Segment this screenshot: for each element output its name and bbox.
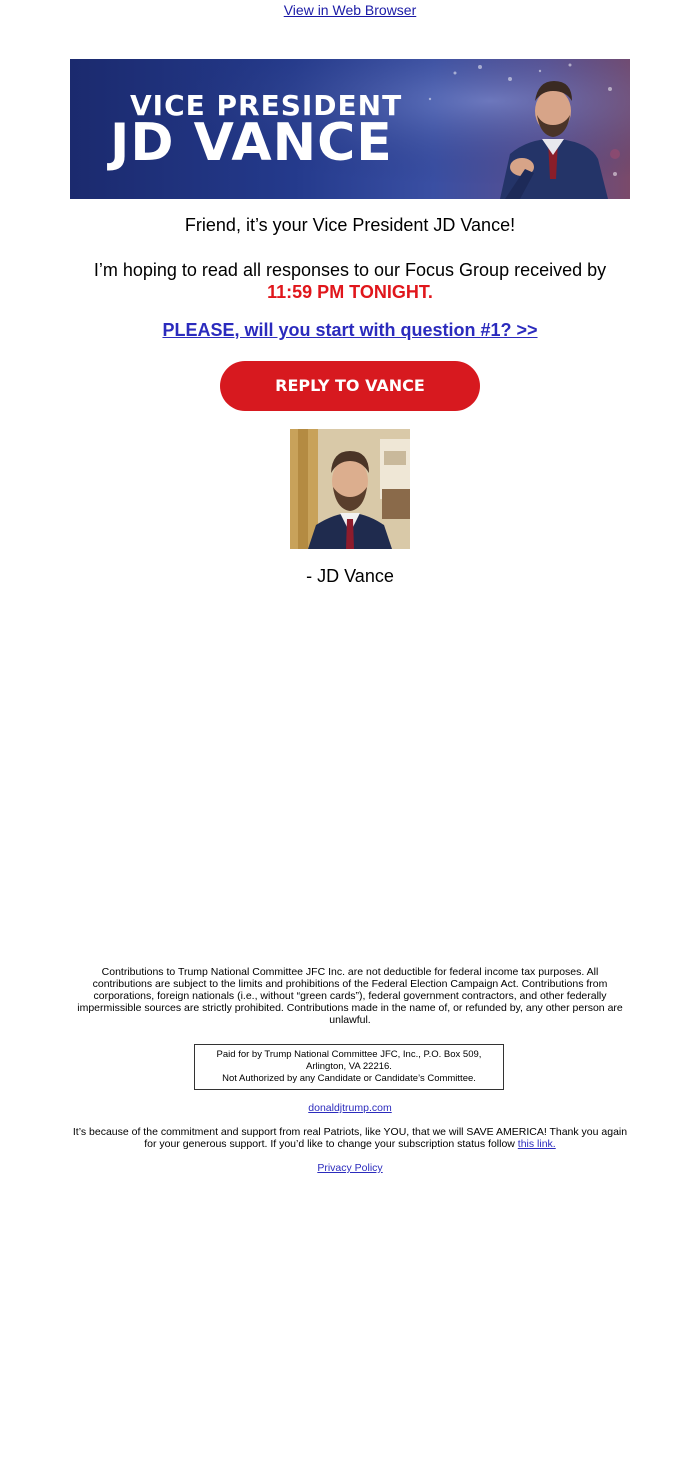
paid-for-box: [194, 1044, 504, 1090]
portrait-photo: [290, 429, 410, 549]
speaker-photo: [430, 59, 630, 199]
banner-title-line2: JD VANCE: [110, 113, 393, 173]
paid-for-line-3: Not Authorized by any Candidate or Candidate’s Committee.: [222, 1073, 476, 1084]
greeting-text: Friend, it’s your Vice President JD Vance!: [184, 215, 516, 235]
question-link-row: [0, 320, 700, 341]
focus-group-text: I’m hoping to read all responses to our Focus Group received by: [93, 260, 607, 280]
view-in-browser-link[interactable]: View in Web Browser: [283, 2, 417, 18]
contribution-disclaimer: Contributions to Trump National Committee JFC Inc. are not deductible for federal income tax purposes. All contributions are subject to the limits and prohibitions of the Federal Election Campaign Act. Contributions from corporations, foreign nationals (i.e., without “green cards”), federal government contractors, and other federally impermissible sources are strictly prohibited. Contributions made in the name of, or refunded by, any other person are unlawful.: [77, 966, 623, 1026]
thanks-text: It’s because of the commitment and support from real Patriots, like YOU, that we will SAVE AMERICA! Thank you again for your generous support. If you’d like to change your subscription status follow: [72, 1126, 628, 1150]
unsubscribe-link[interactable]: this link.: [517, 1138, 556, 1150]
donaldjtrump-link[interactable]: donaldjtrump.com: [308, 1102, 392, 1114]
thanks-message: [70, 1126, 630, 1150]
paid-for-line-1: Paid for by Trump National Committee JFC, Inc., P.O. Box 509,: [216, 1049, 482, 1060]
privacy-link-row: [0, 1162, 700, 1174]
paid-for-line-2: Arlington, VA 22216.: [306, 1061, 392, 1072]
reply-to-vance-button[interactable]: REPLY TO VANCE: [220, 361, 480, 411]
privacy-policy-link[interactable]: Privacy Policy: [317, 1162, 383, 1174]
start-question-link[interactable]: PLEASE, will you start with question #1? >>: [162, 320, 538, 340]
vance-portrait-image[interactable]: [290, 429, 410, 549]
focus-group-message: [70, 259, 630, 303]
view-in-browser-row: [0, 2, 700, 18]
header-banner-image[interactable]: [70, 59, 630, 199]
banner-title-line1: VICE PRESIDENT: [130, 89, 403, 122]
site-link-row: [0, 1102, 700, 1114]
signature-text: - JD Vance: [306, 566, 394, 586]
deadline-text: 11:59 PM TONIGHT.: [267, 282, 433, 302]
